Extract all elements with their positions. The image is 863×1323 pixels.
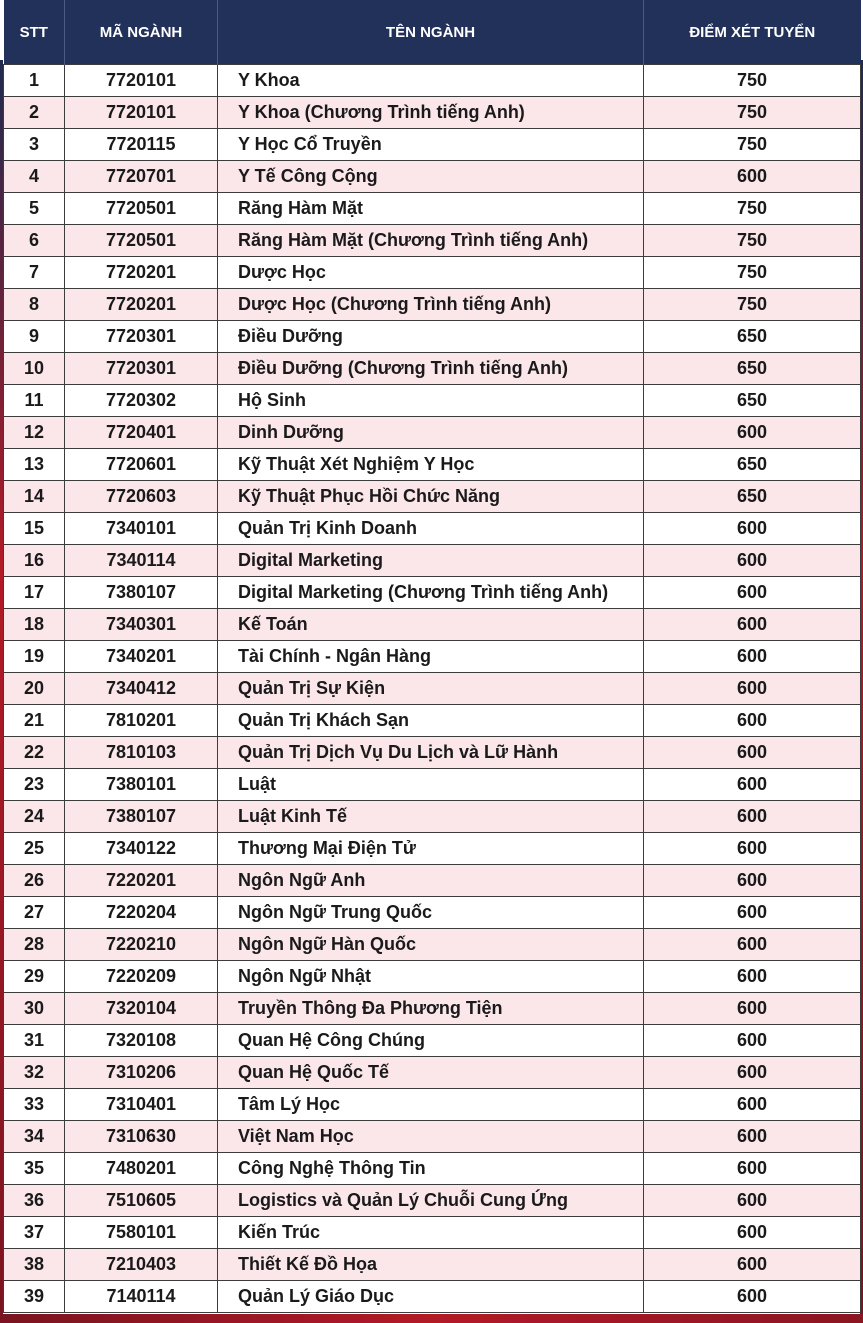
table-row: [4, 353, 861, 385]
row-ten-nganh: Điều Dưỡng (Chương Trình tiếng Anh): [218, 353, 644, 385]
row-diem: 600: [644, 1089, 861, 1121]
row-ten-nganh: Việt Nam Học: [218, 1121, 644, 1153]
table-row: [4, 1089, 861, 1121]
header-row: [4, 0, 861, 65]
table-row: [4, 161, 861, 193]
row-ma-nganh: 7380107: [65, 577, 218, 609]
table-row: [4, 769, 861, 801]
row-ten-nganh: Dược Học: [218, 257, 644, 289]
row-diem: 600: [644, 801, 861, 833]
row-diem: 600: [644, 1153, 861, 1185]
table-row: [4, 513, 861, 545]
row-stt: 14: [4, 481, 65, 513]
row-ma-nganh: 7810103: [65, 737, 218, 769]
row-ten-nganh: Logistics và Quản Lý Chuỗi Cung Ứng: [218, 1185, 644, 1217]
row-ten-nganh: Kiến Trúc: [218, 1217, 644, 1249]
table-row: [4, 289, 861, 321]
row-stt: 33: [4, 1089, 65, 1121]
table-row: [4, 577, 861, 609]
row-ma-nganh: 7720302: [65, 385, 218, 417]
row-ten-nganh: Công Nghệ Thông Tin: [218, 1153, 644, 1185]
row-ten-nganh: Digital Marketing (Chương Trình tiếng Anh): [218, 577, 644, 609]
table-row: [4, 481, 861, 513]
table-row: [4, 1185, 861, 1217]
row-diem: 600: [644, 641, 861, 673]
row-ma-nganh: 7220209: [65, 961, 218, 993]
row-ma-nganh: 7340122: [65, 833, 218, 865]
row-ma-nganh: 7310206: [65, 1057, 218, 1089]
table-row: [4, 737, 861, 769]
row-stt: 4: [4, 161, 65, 193]
row-stt: 20: [4, 673, 65, 705]
table-row: [4, 1217, 861, 1249]
row-diem: 750: [644, 193, 861, 225]
row-diem: 600: [644, 1217, 861, 1249]
table-row: [4, 1249, 861, 1281]
row-stt: 19: [4, 641, 65, 673]
row-stt: 25: [4, 833, 65, 865]
row-ma-nganh: 7720201: [65, 257, 218, 289]
row-ma-nganh: 7340201: [65, 641, 218, 673]
table-row: [4, 417, 861, 449]
table-row: [4, 193, 861, 225]
row-ten-nganh: Ngôn Ngữ Trung Quốc: [218, 897, 644, 929]
table-row: [4, 993, 861, 1025]
table-row: [4, 1057, 861, 1089]
table-row: [4, 1281, 861, 1313]
row-diem: 600: [644, 865, 861, 897]
row-diem: 650: [644, 321, 861, 353]
row-ten-nganh: Luật Kinh Tế: [218, 801, 644, 833]
row-stt: 35: [4, 1153, 65, 1185]
row-diem: 600: [644, 1249, 861, 1281]
row-stt: 24: [4, 801, 65, 833]
row-ma-nganh: 7720301: [65, 321, 218, 353]
table-row: [4, 449, 861, 481]
row-ma-nganh: 7140114: [65, 1281, 218, 1313]
row-ten-nganh: Truyền Thông Đa Phương Tiện: [218, 993, 644, 1025]
row-ten-nganh: Quản Trị Khách Sạn: [218, 705, 644, 737]
bottom-edge-decoration: [0, 1314, 863, 1323]
table-header: [4, 0, 861, 65]
table-body: [4, 65, 861, 1313]
table-row: [4, 929, 861, 961]
row-ten-nganh: Ngôn Ngữ Nhật: [218, 961, 644, 993]
row-stt: 36: [4, 1185, 65, 1217]
row-diem: 600: [644, 1185, 861, 1217]
row-diem: 750: [644, 65, 861, 97]
row-diem: 600: [644, 1281, 861, 1313]
table-row: [4, 1025, 861, 1057]
row-diem: 650: [644, 353, 861, 385]
row-ma-nganh: 7480201: [65, 1153, 218, 1185]
table-row: [4, 801, 861, 833]
row-ma-nganh: 7210403: [65, 1249, 218, 1281]
row-ma-nganh: 7380107: [65, 801, 218, 833]
row-stt: 9: [4, 321, 65, 353]
row-ten-nganh: Dược Học (Chương Trình tiếng Anh): [218, 289, 644, 321]
row-ma-nganh: 7720401: [65, 417, 218, 449]
row-diem: 650: [644, 481, 861, 513]
table-row: [4, 897, 861, 929]
row-diem: 600: [644, 993, 861, 1025]
row-ten-nganh: Quản Trị Sự Kiện: [218, 673, 644, 705]
row-ten-nganh: Ngôn Ngữ Anh: [218, 865, 644, 897]
table-row: [4, 129, 861, 161]
table-row: [4, 833, 861, 865]
row-stt: 28: [4, 929, 65, 961]
row-ten-nganh: Dinh Dưỡng: [218, 417, 644, 449]
table-row: [4, 865, 861, 897]
table-row: [4, 321, 861, 353]
table-row: [4, 641, 861, 673]
row-ten-nganh: Quản Trị Kinh Doanh: [218, 513, 644, 545]
row-ma-nganh: 7320104: [65, 993, 218, 1025]
row-ma-nganh: 7340101: [65, 513, 218, 545]
row-ten-nganh: Răng Hàm Mặt: [218, 193, 644, 225]
row-ma-nganh: 7340114: [65, 545, 218, 577]
row-stt: 18: [4, 609, 65, 641]
row-ma-nganh: 7580101: [65, 1217, 218, 1249]
row-diem: 750: [644, 129, 861, 161]
row-stt: 16: [4, 545, 65, 577]
row-diem: 600: [644, 705, 861, 737]
row-ten-nganh: Ngôn Ngữ Hàn Quốc: [218, 929, 644, 961]
row-diem: 600: [644, 513, 861, 545]
row-ma-nganh: 7340412: [65, 673, 218, 705]
row-diem: 750: [644, 225, 861, 257]
row-ma-nganh: 7720501: [65, 225, 218, 257]
row-diem: 600: [644, 545, 861, 577]
row-ten-nganh: Hộ Sinh: [218, 385, 644, 417]
row-ten-nganh: Thương Mại Điện Tử: [218, 833, 644, 865]
row-diem: 600: [644, 673, 861, 705]
row-stt: 39: [4, 1281, 65, 1313]
row-ma-nganh: 7720701: [65, 161, 218, 193]
row-diem: 600: [644, 897, 861, 929]
row-stt: 6: [4, 225, 65, 257]
row-stt: 32: [4, 1057, 65, 1089]
row-diem: 650: [644, 385, 861, 417]
row-ma-nganh: 7810201: [65, 705, 218, 737]
row-stt: 37: [4, 1217, 65, 1249]
row-stt: 23: [4, 769, 65, 801]
row-diem: 600: [644, 961, 861, 993]
table-row: [4, 385, 861, 417]
header-ten-nganh: TÊN NGÀNH: [218, 0, 644, 65]
row-diem: 650: [644, 449, 861, 481]
row-ma-nganh: 7720201: [65, 289, 218, 321]
row-ma-nganh: 7720301: [65, 353, 218, 385]
row-stt: 5: [4, 193, 65, 225]
row-ten-nganh: Kế Toán: [218, 609, 644, 641]
row-stt: 27: [4, 897, 65, 929]
row-ten-nganh: Quan Hệ Quốc Tế: [218, 1057, 644, 1089]
row-ten-nganh: Quản Trị Dịch Vụ Du Lịch và Lữ Hành: [218, 737, 644, 769]
row-ten-nganh: Y Khoa: [218, 65, 644, 97]
row-stt: 10: [4, 353, 65, 385]
row-ma-nganh: 7720601: [65, 449, 218, 481]
row-stt: 31: [4, 1025, 65, 1057]
row-stt: 26: [4, 865, 65, 897]
row-ma-nganh: 7310401: [65, 1089, 218, 1121]
row-ma-nganh: 7720101: [65, 65, 218, 97]
table-row: [4, 705, 861, 737]
table-row: [4, 961, 861, 993]
row-ten-nganh: Tài Chính - Ngân Hàng: [218, 641, 644, 673]
row-diem: 750: [644, 257, 861, 289]
row-ten-nganh: Y Khoa (Chương Trình tiếng Anh): [218, 97, 644, 129]
row-stt: 8: [4, 289, 65, 321]
row-stt: 30: [4, 993, 65, 1025]
row-ma-nganh: 7720501: [65, 193, 218, 225]
header-ma-nganh: MÃ NGÀNH: [65, 0, 218, 65]
row-ma-nganh: 7380101: [65, 769, 218, 801]
row-ten-nganh: Y Học Cổ Truyền: [218, 129, 644, 161]
row-diem: 600: [644, 833, 861, 865]
row-ten-nganh: Tâm Lý Học: [218, 1089, 644, 1121]
row-diem: 750: [644, 97, 861, 129]
row-stt: 34: [4, 1121, 65, 1153]
row-diem: 600: [644, 929, 861, 961]
row-diem: 750: [644, 289, 861, 321]
row-stt: 2: [4, 97, 65, 129]
row-diem: 600: [644, 577, 861, 609]
row-ma-nganh: 7220201: [65, 865, 218, 897]
row-ten-nganh: Thiết Kế Đồ Họa: [218, 1249, 644, 1281]
row-stt: 12: [4, 417, 65, 449]
row-diem: 600: [644, 609, 861, 641]
row-diem: 600: [644, 769, 861, 801]
row-ma-nganh: 7720115: [65, 129, 218, 161]
row-ma-nganh: 7220210: [65, 929, 218, 961]
row-diem: 600: [644, 161, 861, 193]
header-diem-xet-tuyen: ĐIỂM XÉT TUYỂN: [644, 0, 861, 65]
row-diem: 600: [644, 1057, 861, 1089]
table-row: [4, 1121, 861, 1153]
table-row: [4, 257, 861, 289]
header-stt: STT: [4, 0, 65, 65]
row-ma-nganh: 7320108: [65, 1025, 218, 1057]
row-ten-nganh: Quản Lý Giáo Dục: [218, 1281, 644, 1313]
row-stt: 13: [4, 449, 65, 481]
table-row: [4, 225, 861, 257]
table-row: [4, 1153, 861, 1185]
row-diem: 600: [644, 1025, 861, 1057]
row-ten-nganh: Điều Dưỡng: [218, 321, 644, 353]
row-stt: 38: [4, 1249, 65, 1281]
table-row: [4, 65, 861, 97]
row-stt: 21: [4, 705, 65, 737]
row-ten-nganh: Kỹ Thuật Phục Hồi Chức Năng: [218, 481, 644, 513]
row-ten-nganh: Răng Hàm Mặt (Chương Trình tiếng Anh): [218, 225, 644, 257]
row-stt: 1: [4, 65, 65, 97]
admission-score-table: [3, 0, 861, 1313]
row-ten-nganh: Kỹ Thuật Xét Nghiệm Y Học: [218, 449, 644, 481]
row-ma-nganh: 7220204: [65, 897, 218, 929]
row-stt: 7: [4, 257, 65, 289]
row-ma-nganh: 7510605: [65, 1185, 218, 1217]
row-stt: 29: [4, 961, 65, 993]
table-row: [4, 545, 861, 577]
row-stt: 11: [4, 385, 65, 417]
row-diem: 600: [644, 737, 861, 769]
row-ma-nganh: 7720101: [65, 97, 218, 129]
row-ten-nganh: Digital Marketing: [218, 545, 644, 577]
row-diem: 600: [644, 417, 861, 449]
row-stt: 17: [4, 577, 65, 609]
row-ten-nganh: Luật: [218, 769, 644, 801]
row-stt: 22: [4, 737, 65, 769]
row-diem: 600: [644, 1121, 861, 1153]
row-ma-nganh: 7310630: [65, 1121, 218, 1153]
row-ten-nganh: Y Tế Công Cộng: [218, 161, 644, 193]
row-ten-nganh: Quan Hệ Công Chúng: [218, 1025, 644, 1057]
table-row: [4, 97, 861, 129]
row-stt: 3: [4, 129, 65, 161]
row-ma-nganh: 7340301: [65, 609, 218, 641]
row-stt: 15: [4, 513, 65, 545]
row-ma-nganh: 7720603: [65, 481, 218, 513]
table-row: [4, 673, 861, 705]
table-row: [4, 609, 861, 641]
